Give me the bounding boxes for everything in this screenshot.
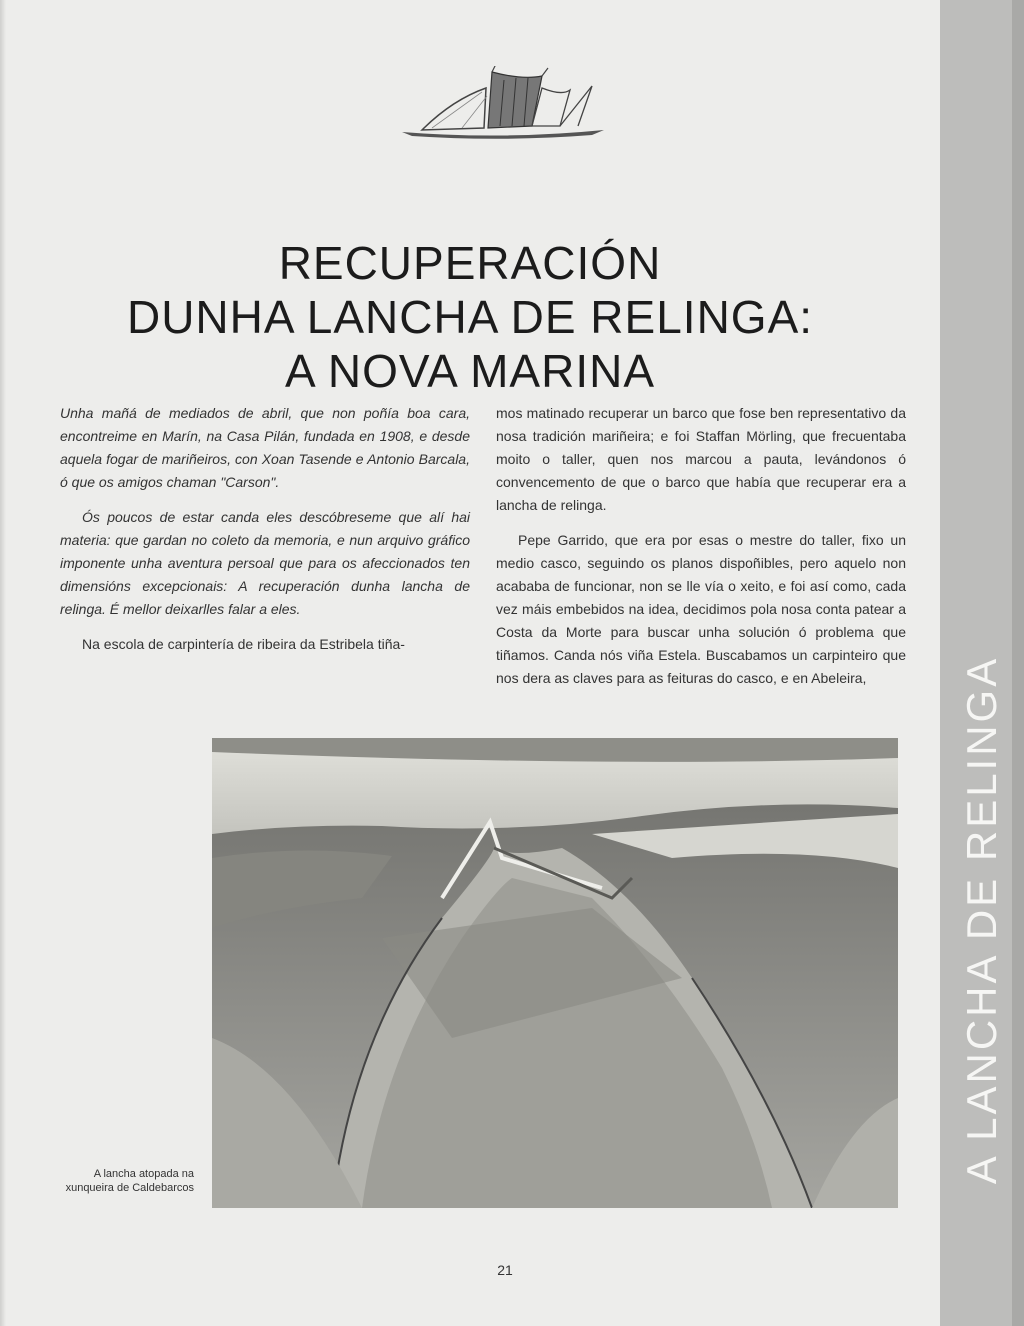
- page-edge: [0, 0, 6, 1326]
- section-side-label: A LANCHA DE RELINGA: [958, 655, 1005, 1185]
- column-right: [496, 402, 906, 702]
- title-line: DUNHA LANCHA DE RELINGA:: [126, 291, 814, 343]
- intro-paragraph: Ós poucos de estar canda eles descóbreseme que alí hai materia: que gardan no coleto da memoria, e nun arquivo gráfico imponente unha aventura persoal que para os afeccionados ten dimensións excepcionais: A recuperación dunha lancha de relinga. É mellor deixarlles falar a eles.: [60, 509, 470, 617]
- side-band-edge: [1012, 0, 1024, 1326]
- body-paragraph: Pepe Garrido, que era por esas o mestre do taller, fixo un medio casco, seguindo os planos dispoñibles, pero aquelo non acababa de funcionar, non se lle vía o xeito, e foi así como, cada vez máis embebidos na idea, decidimos pola nosa conta patear a Costa da Morte para buscar unha solución ó problema que tiñamos. Canda nós viña Estela. Buscabamos un carpinteiro que nos dera as claves para as feituras do casco, e en Abeleira,: [496, 532, 906, 686]
- page-number: 21: [497, 1262, 513, 1278]
- column-left: [60, 402, 470, 668]
- body-paragraph: Na escola de carpintería de ribeira da Estribela tiña-: [82, 636, 405, 652]
- article-title: [40, 236, 900, 398]
- title-line: A NOVA MARINA: [284, 345, 656, 397]
- sailing-ship-icon: [392, 66, 612, 142]
- intro-paragraph: Unha mañá de mediados de abril, que non poñía boa cara, encontreime en Marín, na Casa Pilán, fundada en 1908, e desde aquela fogar de mariñeiros, con Xoan Tasende e Antonio Barcala, ó que os amigos chaman "Carson".: [60, 405, 470, 490]
- title-line: RECUPERACIÓN: [278, 237, 662, 289]
- photo-caption: A lancha atopada na xunqueira de Caldebarcos: [65, 1168, 194, 1194]
- boat-photo: [212, 738, 898, 1208]
- body-paragraph: mos matinado recuperar un barco que fose ben representativo da nosa tradición mariñeira; e foi Staffan Mörling, que frecuentaba moito o taller, quen nos marcou a pauta, levándonos ó convencemento de que o barco que había que recuperar era a lancha de relinga.: [496, 405, 906, 513]
